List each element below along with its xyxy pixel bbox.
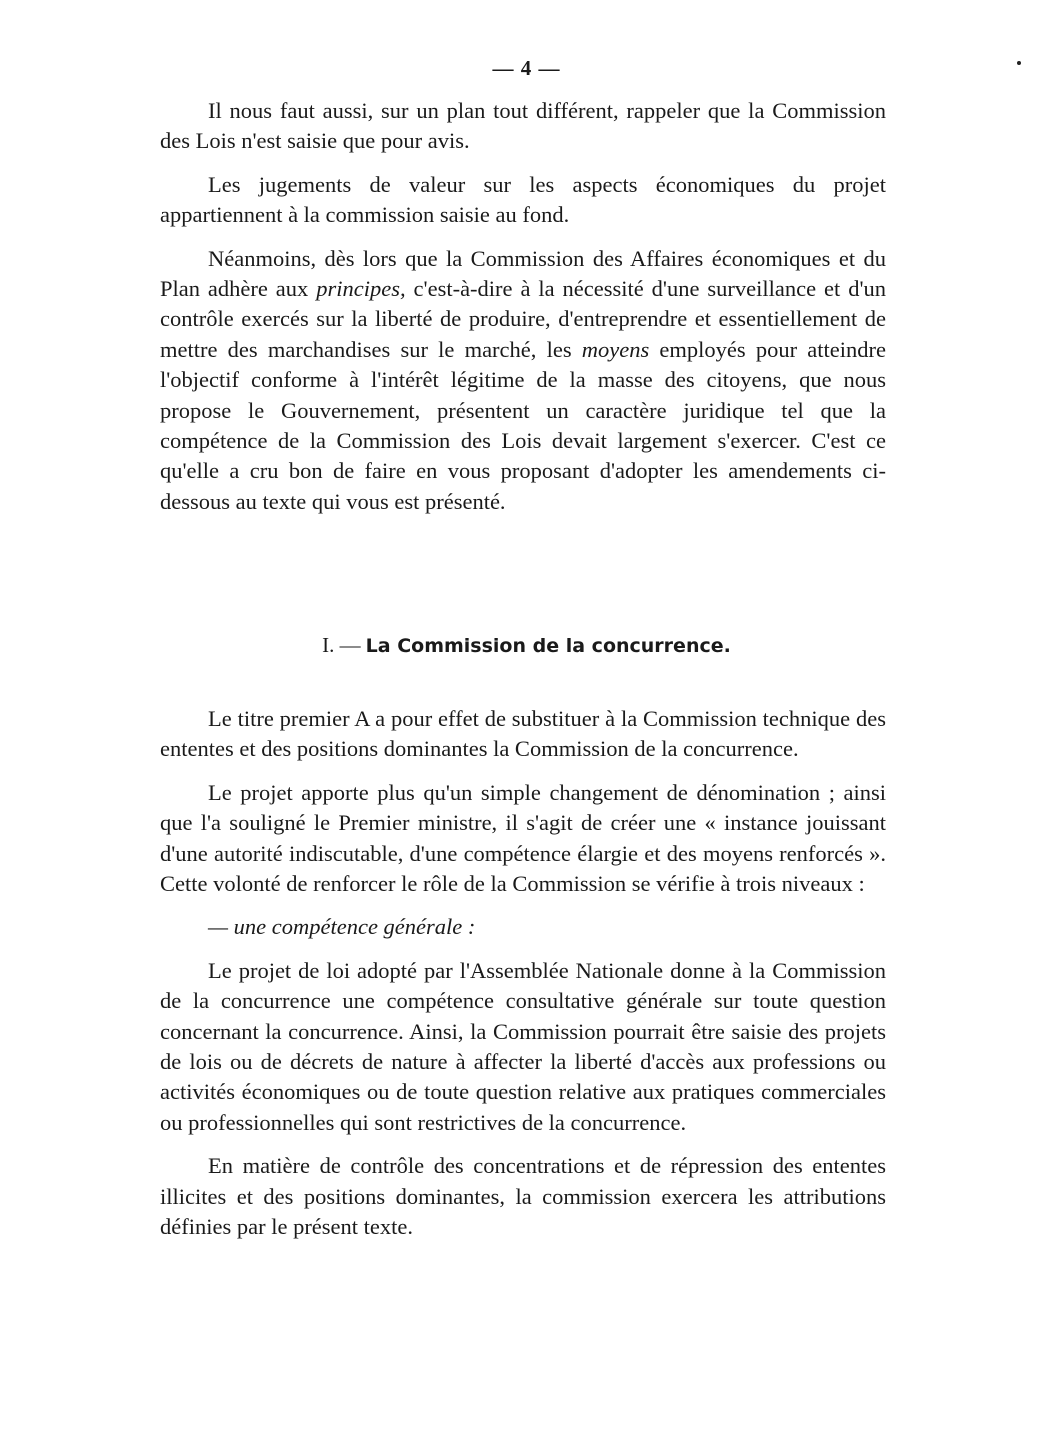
item-heading-competence-generale: — une compétence générale : [208,914,476,940]
paragraph-neanmoins-part2: c'est-à-dire à la nécessité d'une surveillance et d'un contrôle exercés sur la liberté de produire, d'entreprendre et essentiellement de mettre des marchandises sur le marché, les [160,276,886,362]
paragraph-neanmoins-part3: employés pour atteindre l'objectif conforme à l'intérêt légitime de la masse des citoyens, que nous propose le Gouvernement, présentent un caractère juridique tel que la compétence de la Commission des Lois devait largement s'exercer. C'est ce qu'elle a cru bon de faire en vous proposant d'adopter les amendements ci-dessous au texte qui vous est présenté. [160,336,886,514]
text-block-section-body [160,704,886,1243]
paragraph-jugements-de-valeur: Les jugements de valeur sur les aspects économiques du projet appartiennent à la commission saisie au fond. [160,171,886,228]
paragraph-neanmoins-part1: Néanmoins, dès lors que la Commission des Affaires économiques et du Plan adhère aux [160,245,886,302]
paragraph-projet-apporte: Le projet apporte plus qu'un simple changement de dénomination ; ainsi que l'a souligné le Premier ministre, il s'agit de créer une « instance jouissant d'une autorité indiscutable, d'une compétence élargie et des moyens renforcés ». Cette volonté de renforcer le rôle de la Commission se vérifie à trois niveaux : [160,779,886,897]
paragraph-en-matiere: En matière de contrôle des concentrations et de répression des ententes illicites et des positions dominantes, la commission exercera les attributions définies par le présent texte. [160,1153,886,1240]
italic-moyens: moyens [581,336,650,362]
section-number: I. — [322,633,361,657]
section-heading [0,633,1053,658]
scan-speck [1017,61,1021,65]
paragraph-titre-premier: Le titre premier A a pour effet de substituer à la Commission technique des ententes et des positions dominantes la Commission de la concurrence. [160,706,886,762]
italic-principes: principes, [316,276,406,302]
paragraph-saisie-pour-avis: Il nous faut aussi, sur un plan tout différent, rappeler que la Commission des Lois n'est saisie que pour avis. [160,98,886,154]
section-title: La Commission de la concurrence. [365,635,731,657]
page-number: — 4 — [492,56,561,80]
text-block-intro [160,96,886,517]
paragraph-neanmoins [160,244,886,518]
paragraph-projet-de-loi: Le projet de loi adopté par l'Assemblée Nationale donne à la Commission de la concurrence une compétence consultative générale sur toute question concernant la concurrence. Ainsi, la Commission pourrait être saisie des projets de lois ou de décrets de nature à affecter la liberté d'accès aux professions ou activités économiques ou de toute question relative aux pratiques commerciales ou professionnelles qui sont restrictives de la concurrence. [160,957,886,1135]
